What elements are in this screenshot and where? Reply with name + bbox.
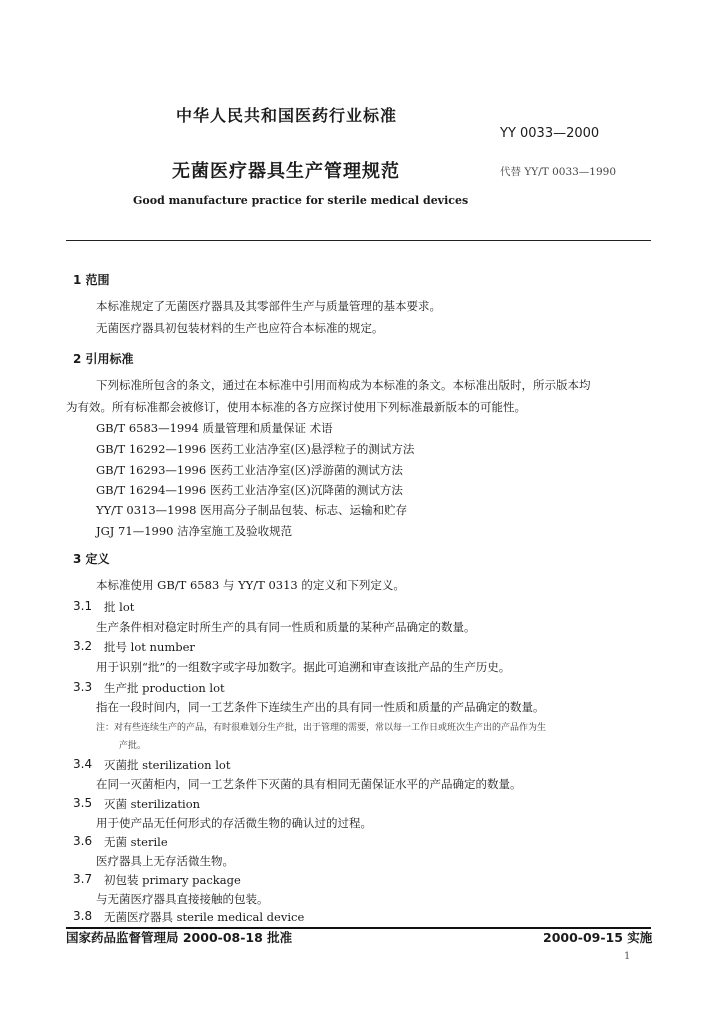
definition-text: 指在一段时间内，同一工艺条件下连续生产出的具有同一性质和质量的产品确定的数量。: [96, 700, 545, 714]
definition-term: 灭菌批 sterilization lot: [104, 758, 231, 772]
definition-text: 在同一灭菌柜内，同一工艺条件下灭菌的具有相同无菌保证水平的产品确定的数量。: [96, 777, 522, 791]
definition-text: 生产条件相对稳定时所生产的具有同一性质和质量的某种产品确定的数量。: [96, 620, 476, 634]
reference-item: GB/T 16293—1996 医药工业洁净室(区)浮游菌的测试方法: [96, 463, 403, 477]
page-number: 1: [624, 951, 631, 962]
definition-term: 灭菌 sterilization: [104, 797, 201, 811]
document-title: 无菌医疗器具生产管理规范: [172, 161, 400, 182]
section-2-intro-line-1: 下列标准所包含的条文，通过在本标准中引用而构成为本标准的条文。本标准出版时，所示版本均: [96, 378, 591, 392]
reference-item: YY/T 0313—1998 医用高分子制品包装、标志、运输和贮存: [96, 503, 408, 517]
definition-term: 批号 lot number: [104, 640, 195, 654]
definition-term: 生产批 production lot: [104, 681, 225, 695]
issuing-authority: 中华人民共和国医药行业标准: [176, 106, 398, 125]
definition-text: 用于识别“批”的一组数字或字母加数字。据此可追溯和审查该批产品的生产历史。: [96, 660, 511, 674]
definition-number: 3.2: [73, 639, 93, 653]
replaces-note: 代替 YY/T 0033—1990: [500, 166, 617, 178]
definition-number: 3.5: [73, 796, 93, 810]
standard-code: YY 0033—2000: [500, 126, 600, 141]
section-2-heading: 2 引用标准: [73, 352, 134, 366]
reference-item: JGJ 71—1990 洁净室施工及验收规范: [96, 524, 293, 538]
section-2-intro-line-2: 为有效。所有标准都会被修订，使用本标准的各方应探讨使用下列标准最新版本的可能性。: [66, 400, 526, 414]
definition-number: 3.3: [73, 680, 93, 694]
definition-number: 3.7: [73, 872, 93, 886]
english-title: Good manufacture practice for sterile medical devices: [133, 194, 469, 207]
approval-statement: 国家药品监督管理局 2000-08-18 批准: [66, 930, 293, 945]
definition-text: 用于使产品无任何形式的存活微生物的确认过的过程。: [96, 816, 372, 830]
definition-text: 医疗器具上无存活微生物。: [96, 854, 234, 868]
reference-item: GB/T 16292—1996 医药工业洁净室(区)悬浮粒子的测试方法: [96, 442, 415, 456]
header-rule: [66, 240, 651, 241]
definition-term: 批 lot: [104, 600, 135, 614]
reference-item: GB/T 6583—1994 质量管理和质量保证 术语: [96, 421, 333, 435]
definition-note-continued: 产批。: [119, 741, 147, 751]
definition-text: 与无菌医疗器具直接接触的包装。: [96, 892, 269, 906]
section-1-para-2: 无菌医疗器具初包装材料的生产也应符合本标准的规定。: [96, 321, 384, 335]
section-1-para-1: 本标准规定了无菌医疗器具及其零部件生产与质量管理的基本要求。: [96, 299, 441, 313]
section-3-heading: 3 定义: [73, 552, 110, 566]
reference-item: GB/T 16294—1996 医药工业洁净室(区)沉降菌的测试方法: [96, 483, 403, 497]
definition-term: 无菌 sterile: [104, 835, 168, 849]
definition-number: 3.4: [73, 757, 93, 771]
definition-number: 3.1: [73, 599, 93, 613]
section-3-intro: 本标准使用 GB/T 6583 与 YY/T 0313 的定义和下列定义。: [96, 578, 405, 592]
definition-term: 初包装 primary package: [104, 873, 241, 887]
definition-number: 3.6: [73, 834, 93, 848]
definition-note: 注：对有些连续生产的产品，有时很难划分生产批，出于管理的需要，常以每一工作日或班次生产出的产品作为生: [96, 723, 547, 733]
effective-date: 2000-09-15 实施: [543, 930, 653, 945]
section-1-heading: 1 范围: [73, 273, 110, 287]
definition-number: 3.8: [73, 909, 93, 923]
definition-term: 无菌医疗器具 sterile medical device: [104, 910, 305, 924]
